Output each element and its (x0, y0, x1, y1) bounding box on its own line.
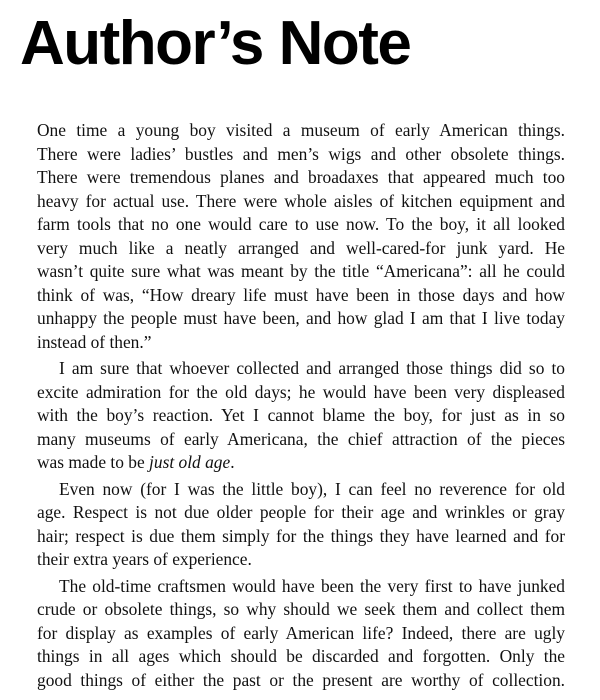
body-text (37, 119, 565, 692)
text-line: many museums of early Americana, the chief attraction of the pieces (37, 428, 565, 449)
text-line: instead of then.” (37, 331, 152, 352)
text-line: hair; respect is due them simply for the things they have learned and for (37, 525, 565, 546)
text-line: for display as examples of early American life? Indeed, there are ugly (37, 622, 565, 643)
text-line: There were ladies’ bustles and men’s wigs and other obsolete things. (37, 143, 565, 164)
paragraph-3 (37, 478, 565, 572)
page-title: Author’s Note (20, 9, 411, 78)
text-line: The old-time craftsmen would have been the very first to have junked (59, 575, 565, 596)
text-line: unhappy the people must have been, and how glad I am that I live today (37, 308, 565, 328)
text-line: age. Respect is not due older people for their age and wrinkles or gray (37, 502, 565, 522)
text-line: think of was, “How dreary life must have been in those days and how (37, 284, 565, 305)
paragraph-2 (37, 357, 565, 475)
text-line: very much like a neatly arranged and well-cared-for junk yard. He (37, 237, 565, 258)
text-line: farm tools that no one would care to use now. To the boy, it all looked (37, 214, 565, 234)
paragraph-4 (37, 575, 565, 693)
text-line: excite admiration for the old days; he would have been very displeased (37, 381, 565, 402)
text-line: with the boy’s reaction. Yet I cannot blame the boy, for just as in so (37, 405, 565, 425)
text-line: I am sure that whoever collected and arranged those things did so to (59, 358, 565, 378)
paragraph-1 (37, 119, 565, 354)
emphasized-text: just old age (149, 452, 231, 472)
text-segment: was made to be (37, 452, 150, 472)
text-line: crude or obsolete things, so why should we seek them and collect them (37, 599, 565, 619)
text-line: their extra years of experience. (37, 549, 252, 569)
text-segment: . (230, 452, 235, 472)
text-line: things in all ages which should be discarded and forgotten. Only the (37, 646, 565, 666)
text-line: There were tremendous planes and broadaxes that appeared much too (37, 167, 565, 187)
text-line (37, 451, 565, 475)
text-line: wasn’t quite sure what was meant by the title “Americana”: all he could (37, 261, 565, 281)
text-line: good things of either the past or the present are worthy of collection. (37, 669, 565, 690)
text-line: heavy for actual use. There were whole aisles of kitchen equipment and (37, 190, 565, 211)
text-line: Even now (for I was the little boy), I can feel no reverence for old (59, 478, 565, 499)
text-line: One time a young boy visited a museum of early American things. (37, 120, 565, 140)
